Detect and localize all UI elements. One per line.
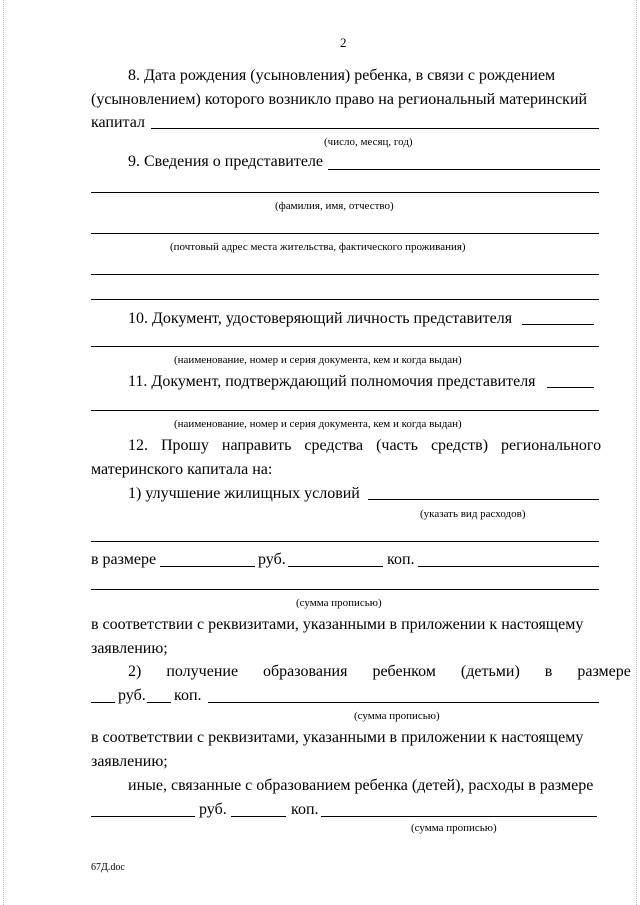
item12-sub1: 1) улучшение жилищных условий [128, 485, 360, 502]
other-kop-field[interactable] [231, 816, 286, 817]
requisites-line2: заявлению; [91, 640, 168, 657]
birth-date-caption: (число, месяц, год) [324, 136, 413, 148]
education-rub-label: руб. [118, 687, 146, 704]
representative-address-field-3[interactable] [91, 299, 599, 300]
representative-name-caption: (фамилия, имя, отчество) [275, 200, 394, 212]
birth-date-field[interactable] [151, 128, 599, 129]
education-words-caption: (сумма прописью) [354, 710, 440, 722]
amount-kop-label: коп. [387, 551, 415, 568]
identity-document-field[interactable] [522, 324, 594, 325]
requisites2-line2: заявлению; [91, 753, 168, 770]
housing-expense-field[interactable] [368, 499, 599, 500]
education-kop-field[interactable] [147, 702, 171, 703]
other-rub-label: руб. [199, 801, 227, 818]
representative-name-field[interactable] [91, 192, 599, 193]
amount-rub-label: руб. [258, 551, 286, 568]
amount-prefix: в размере [91, 551, 157, 568]
other-expenses-line: иные, связанные с образованием ребенка (детей), расходы в размере [128, 777, 594, 794]
requisites-line1: в соответствии с реквизитами, указанными в приложении к настоящему [91, 616, 584, 633]
item12-line2: материнского капитала на: [91, 461, 273, 478]
other-rub-field[interactable] [91, 816, 195, 817]
left-scan-edge [3, 0, 4, 905]
housing-expense-caption: (указать вид расходов) [420, 508, 526, 520]
identity-document-field-2[interactable] [91, 346, 599, 347]
education-words-field[interactable] [208, 702, 599, 703]
item8-line2: (усыновлением) которого возникло право на региональный материнский [91, 91, 588, 108]
authority-document-caption: (наименование, номер и серия документа, кем и когда выдан) [174, 418, 462, 430]
education-kop-label: коп. [174, 687, 202, 704]
amount-words-caption: (сумма прописью) [296, 597, 382, 609]
item12-line1: 12. Прошу направить средства (часть средств) регионального [128, 437, 602, 454]
right-scan-edge [636, 0, 637, 905]
representative-address-caption: (почтовый адрес места жительства, фактического проживания) [170, 241, 466, 253]
representative-address-field[interactable] [91, 233, 599, 234]
item8-line3: капитал [91, 114, 145, 131]
housing-expense-field-2[interactable] [91, 541, 599, 542]
item10-line1: 10. Документ, удостоверяющий личность представителя [128, 310, 513, 327]
item8-line1: 8. Дата рождения (усыновления) ребенка, в связи с рождением [128, 67, 556, 84]
footer-filename: 67Д.doc [91, 862, 125, 873]
education-rub-field[interactable] [91, 702, 115, 703]
representative-address-field-2[interactable] [91, 274, 599, 275]
authority-document-field[interactable] [547, 387, 594, 388]
identity-document-caption: (наименование, номер и серия документа, кем и когда выдан) [174, 354, 462, 366]
amount-kop-field[interactable] [288, 566, 383, 567]
item12-sub2: 2) получение образования ребенком (детьми) в размере [128, 663, 631, 680]
requisites2-line1: в соответствии с реквизитами, указанными в приложении к настоящему [91, 729, 584, 746]
amount-rub-field[interactable] [160, 566, 255, 567]
page-number: 2 [340, 35, 347, 50]
item9-line1: 9. Сведения о представителе [128, 153, 324, 170]
representative-field[interactable] [328, 169, 600, 170]
other-words-field[interactable] [321, 816, 597, 817]
amount-words-field-2[interactable] [91, 589, 599, 590]
item11-line1: 11. Документ, подтверждающий полномочия представителя [128, 373, 536, 390]
other-words-caption: (сумма прописью) [411, 822, 497, 834]
amount-words-field[interactable] [418, 566, 599, 567]
other-kop-label: коп. [291, 801, 319, 818]
authority-document-field-2[interactable] [91, 410, 599, 411]
